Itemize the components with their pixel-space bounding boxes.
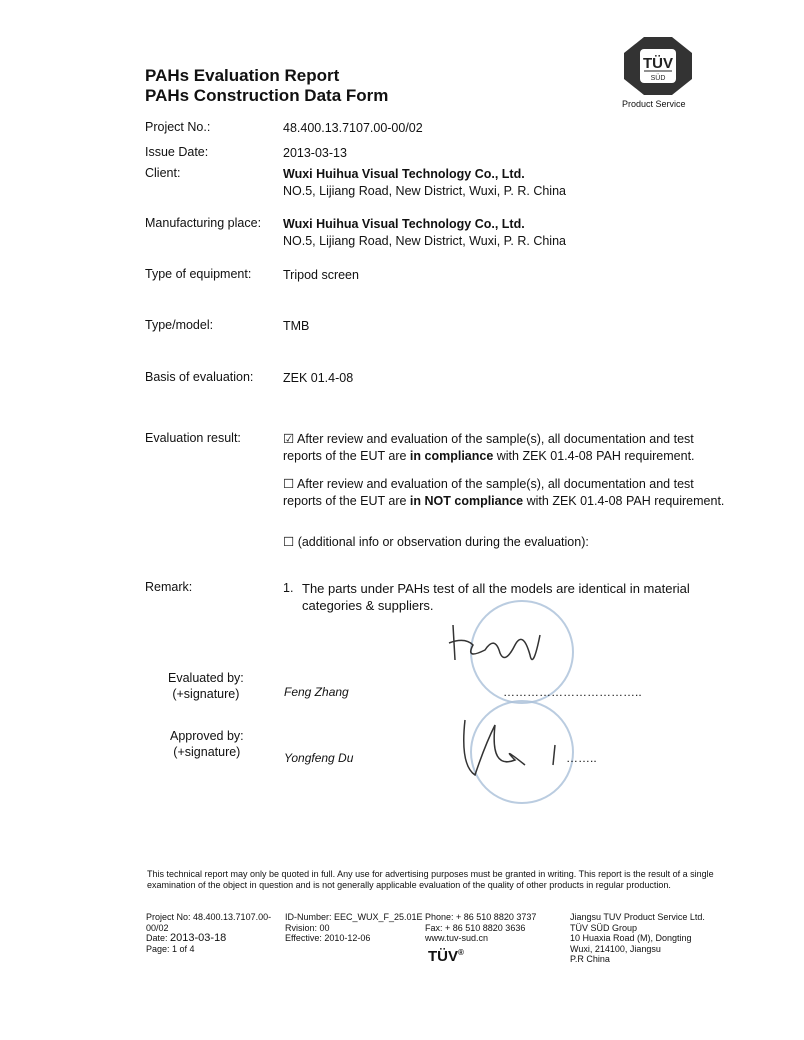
- company-line: 10 Huaxia Road (M), Dongting: [570, 933, 692, 943]
- evaluation-option-compliance: [283, 431, 733, 465]
- label: (+signature): [173, 745, 241, 759]
- equipment-label: Type of equipment:: [145, 267, 252, 281]
- equipment-value: Tripod screen: [283, 268, 359, 282]
- footer-page: Page: 1 of 4: [146, 943, 195, 954]
- id-number: ID-Number: EEC_WUX_F_25.01E: [285, 912, 423, 922]
- client-address: NO.5, Lijiang Road, New District, Wuxi, P. R. China: [283, 184, 566, 198]
- issue-value: 2013-03-13: [283, 146, 347, 160]
- label: (+signature): [172, 687, 240, 701]
- basis-label: Basis of evaluation:: [145, 370, 254, 384]
- company-line: Jiangsu TUV Product Service Ltd.: [570, 912, 705, 922]
- footer-company: [570, 912, 705, 965]
- footer-disclaimer: This technical report may only be quoted in full. Any use for advertising purposes must be granted in writing. This report is the result of a single examination of the object in question and is not generally applicable evaluation of the quality of other products in regular production.: [147, 869, 714, 890]
- model-label: Type/model:: [145, 318, 214, 332]
- footer-project-no: Project No: 48.400.13.7107.00-00/02: [146, 912, 272, 933]
- brand: TÜV: [428, 948, 458, 965]
- option-emphasis: in NOT compliance: [409, 494, 524, 508]
- option-emphasis: in compliance: [409, 449, 494, 463]
- remark-number: 1.: [283, 581, 294, 595]
- signature-yongfeng-du: [455, 715, 565, 785]
- footer-date-label: Date:: [146, 933, 168, 943]
- evaluation-option-noncompliance: [283, 476, 733, 510]
- issue-label: Issue Date:: [145, 145, 209, 159]
- basis-value: ZEK 01.4-08: [283, 371, 354, 385]
- mfg-label: Manufacturing place:: [145, 216, 262, 230]
- approver-name: Yongfeng Du: [284, 751, 354, 765]
- evaluation-label: Evaluation result:: [145, 431, 241, 445]
- client-label: Client:: [145, 166, 181, 180]
- signature-line: ……..: [566, 751, 597, 765]
- option-text: After review and evaluation of the sample(s), all documentation and test reports of the EUT are: [283, 432, 694, 463]
- report-title: PAHs Evaluation Report: [145, 66, 340, 85]
- company-line: P.R China: [570, 954, 610, 964]
- label: Approved by:: [170, 729, 244, 743]
- tuv-logo: [620, 35, 696, 97]
- footer-tuv-logo: [428, 948, 464, 965]
- footer-date: 2013-03-18: [170, 932, 227, 944]
- website: www.tuv-sud.cn: [425, 933, 489, 943]
- mfg-address: NO.5, Lijiang Road, New District, Wuxi, P. R. China: [283, 234, 566, 248]
- client-name: Wuxi Huihua Visual Technology Co., Ltd.: [283, 167, 525, 181]
- checked-checkbox-icon: ☑: [283, 432, 295, 446]
- footer-project: [146, 912, 276, 954]
- company-line: TÜV SÜD Group: [570, 922, 638, 933]
- signature-line: ……………………………..: [503, 685, 642, 699]
- model-value: TMB: [283, 319, 310, 333]
- checkbox-icon: ☐: [283, 477, 295, 491]
- option-text: (additional info or observation during the evaluation):: [294, 535, 589, 549]
- approved-by-label: [170, 728, 244, 760]
- signature-feng-zhang: [445, 615, 555, 675]
- evaluation-option-additional: [283, 534, 733, 551]
- revision: Rvision: 00: [285, 922, 330, 933]
- evaluated-by-label: [168, 670, 244, 702]
- svg-text:SÜD: SÜD: [650, 75, 666, 82]
- fax: Fax: + 86 510 8820 3636: [425, 922, 526, 933]
- option-text: After review and evaluation of the sample(s), all documentation and test reports of the EUT are: [283, 477, 694, 508]
- registered-mark: ®: [458, 948, 464, 957]
- option-text: with ZEK 01.4-08 PAH requirement.: [523, 494, 725, 508]
- form-title: PAHs Construction Data Form: [145, 86, 389, 105]
- phone: Phone: + 86 510 8820 3737: [425, 912, 537, 922]
- footer-contact: [425, 912, 536, 944]
- company-line: Wuxi, 214100, Jiangsu: [570, 943, 661, 954]
- checkbox-icon: ☐: [283, 535, 295, 549]
- footer-doc-info: [285, 912, 423, 944]
- mfg-name: Wuxi Huihua Visual Technology Co., Ltd.: [283, 217, 525, 231]
- effective-date: Effective: 2010-12-06: [285, 933, 371, 943]
- evaluator-name: Feng Zhang: [284, 685, 349, 699]
- svg-text:TÜV: TÜV: [643, 55, 673, 72]
- remark-text: The parts under PAHs test of all the models are identical in material categories & suppliers.: [302, 581, 690, 613]
- logo-caption: Product Service: [622, 99, 686, 109]
- label: Evaluated by:: [168, 671, 244, 685]
- option-text: with ZEK 01.4-08 PAH requirement.: [493, 449, 695, 463]
- remark-label: Remark:: [145, 580, 193, 594]
- project-value: 48.400.13.7107.00-00/02: [283, 121, 423, 135]
- project-label: Project No.:: [145, 120, 211, 134]
